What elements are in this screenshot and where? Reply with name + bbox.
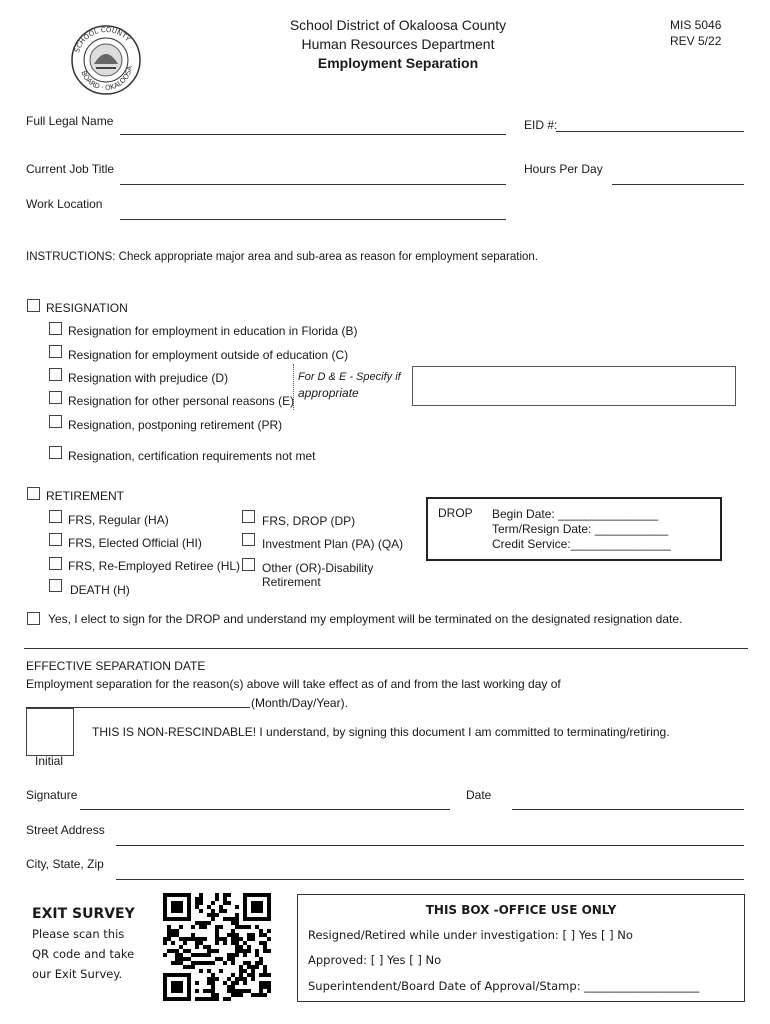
seal-bottom-text: BOARD · OKALOOSA [79, 65, 134, 93]
form-revision: REV 5/22 [670, 34, 722, 48]
drop-elect-label: Yes, I elect to sign for the DROP and understand my employment will be terminated on the designated resignation date. [48, 612, 683, 626]
initial-label: Initial [35, 754, 64, 768]
exit-survey-line-3: our Exit Survey. [32, 967, 123, 981]
resign-c-label: Resignation for employment outside of education (C) [68, 348, 349, 362]
form-number: MIS 5046 [670, 18, 722, 32]
date-label: Date [466, 788, 492, 802]
exit-survey-title: EXIT SURVEY [32, 906, 135, 922]
drop-elect-checkbox[interactable] [27, 612, 40, 625]
specify-box[interactable] [412, 366, 736, 406]
resign-d-label: Resignation with prejudice (D) [68, 371, 229, 385]
drop-begin-date[interactable]: Begin Date: _______________ [492, 507, 659, 521]
signature-label: Signature [26, 788, 78, 802]
job-title-label: Current Job Title [26, 162, 115, 176]
non-rescindable-note: THIS IS NON-RESCINDABLE! I understand, by signing this document I am committed to terminating/retiring. [92, 725, 670, 739]
drop-term-date[interactable]: Term/Resign Date: ___________ [492, 522, 669, 536]
signature-field[interactable] [80, 809, 450, 810]
effective-line-2: (Month/Day/Year). [251, 696, 348, 710]
seal-top-text: SCHOOL COUNTY [73, 25, 132, 54]
drop-label: DROP [438, 506, 473, 520]
job-title-field[interactable] [120, 184, 506, 185]
resignation-heading: RESIGNATION [46, 301, 128, 315]
frs-regular-label: FRS, Regular (HA) [68, 513, 169, 527]
investment-plan-checkbox[interactable] [242, 533, 255, 546]
frs-elected-label: FRS, Elected Official (HI) [68, 536, 202, 550]
frs-reemployed-label: FRS, Re-Employed Retiree (HL) [68, 559, 241, 573]
date-field[interactable] [512, 809, 744, 810]
street-label: Street Address [26, 823, 105, 837]
eid-field[interactable] [556, 131, 744, 132]
frs-elected-checkbox[interactable] [49, 533, 62, 546]
exit-survey-line-2: QR code and take [32, 947, 135, 961]
resign-pr-label: Resignation, postponing retirement (PR) [68, 418, 283, 432]
resign-e-label: Resignation for other personal reasons (E) [68, 394, 295, 408]
specify-divider [293, 364, 294, 410]
full-name-field[interactable] [120, 134, 506, 135]
retirement-checkbox[interactable] [27, 487, 40, 500]
drop-credit-service[interactable]: Credit Service:_______________ [492, 537, 671, 551]
effective-heading: EFFECTIVE SEPARATION DATE [26, 659, 206, 673]
death-checkbox[interactable] [49, 579, 62, 592]
department-name: Human Resources Department [301, 36, 495, 52]
work-location-field[interactable] [120, 219, 506, 220]
office-investigation[interactable]: Resigned/Retired while under investigation: [ ] Yes [ ] No [308, 928, 633, 942]
frs-reemployed-checkbox[interactable] [49, 557, 62, 570]
specify-note-1: For D & E - Specify if [298, 371, 401, 383]
specify-note-2: appropriate [298, 386, 359, 400]
office-use-title: THIS BOX -OFFICE USE ONLY [425, 903, 617, 917]
section-divider [24, 648, 748, 649]
district-name: School District of Okaloosa County [289, 17, 507, 33]
eid-label: EID #: [524, 118, 558, 132]
resign-cert-checkbox[interactable] [49, 446, 62, 459]
office-approved[interactable]: Approved: [ ] Yes [ ] No [308, 953, 442, 967]
investment-plan-label: Investment Plan (PA) (QA) [262, 537, 404, 551]
drop-box [426, 497, 722, 561]
exit-survey-qr-code[interactable] [163, 893, 271, 1001]
disability-checkbox[interactable] [242, 558, 255, 571]
district-seal [70, 24, 142, 96]
resign-cert-label: Resignation, certification requirements not met [68, 449, 316, 463]
resign-b-label: Resignation for employment in education in Florida (B) [68, 324, 358, 338]
frs-drop-label: FRS, DROP (DP) [262, 514, 356, 528]
resign-c-checkbox[interactable] [49, 345, 62, 358]
frs-drop-checkbox[interactable] [242, 510, 255, 523]
hours-label: Hours Per Day [524, 162, 603, 176]
form-title: Employment Separation [317, 55, 479, 71]
frs-regular-checkbox[interactable] [49, 510, 62, 523]
resign-b-checkbox[interactable] [49, 322, 62, 335]
office-superintendent[interactable]: Superintendent/Board Date of Approval/Stamp: ____________________ [308, 979, 700, 993]
resign-e-checkbox[interactable] [49, 391, 62, 404]
effective-line-1: Employment separation for the reason(s) above will take effect as of and from the last working day of [26, 677, 561, 691]
city-label: City, State, Zip [26, 857, 104, 871]
office-use-box [297, 894, 745, 1002]
work-location-label: Work Location [26, 197, 103, 211]
street-field[interactable] [116, 845, 744, 846]
city-field[interactable] [116, 879, 744, 880]
disability-label: Other (OR)-Disability [262, 561, 374, 575]
disability-label-2: Retirement [262, 575, 321, 589]
full-name-label: Full Legal Name [26, 114, 114, 128]
death-label: DEATH (H) [70, 583, 130, 597]
resign-pr-checkbox[interactable] [49, 415, 62, 428]
resign-d-checkbox[interactable] [49, 368, 62, 381]
hours-field[interactable] [612, 184, 744, 185]
initial-box[interactable] [26, 708, 74, 756]
instructions: INSTRUCTIONS: Check appropriate major area and sub-area as reason for employment separation. [26, 251, 538, 263]
retirement-heading: RETIREMENT [46, 489, 124, 503]
resignation-checkbox[interactable] [27, 299, 40, 312]
exit-survey-line-1: Please scan this [32, 927, 125, 941]
